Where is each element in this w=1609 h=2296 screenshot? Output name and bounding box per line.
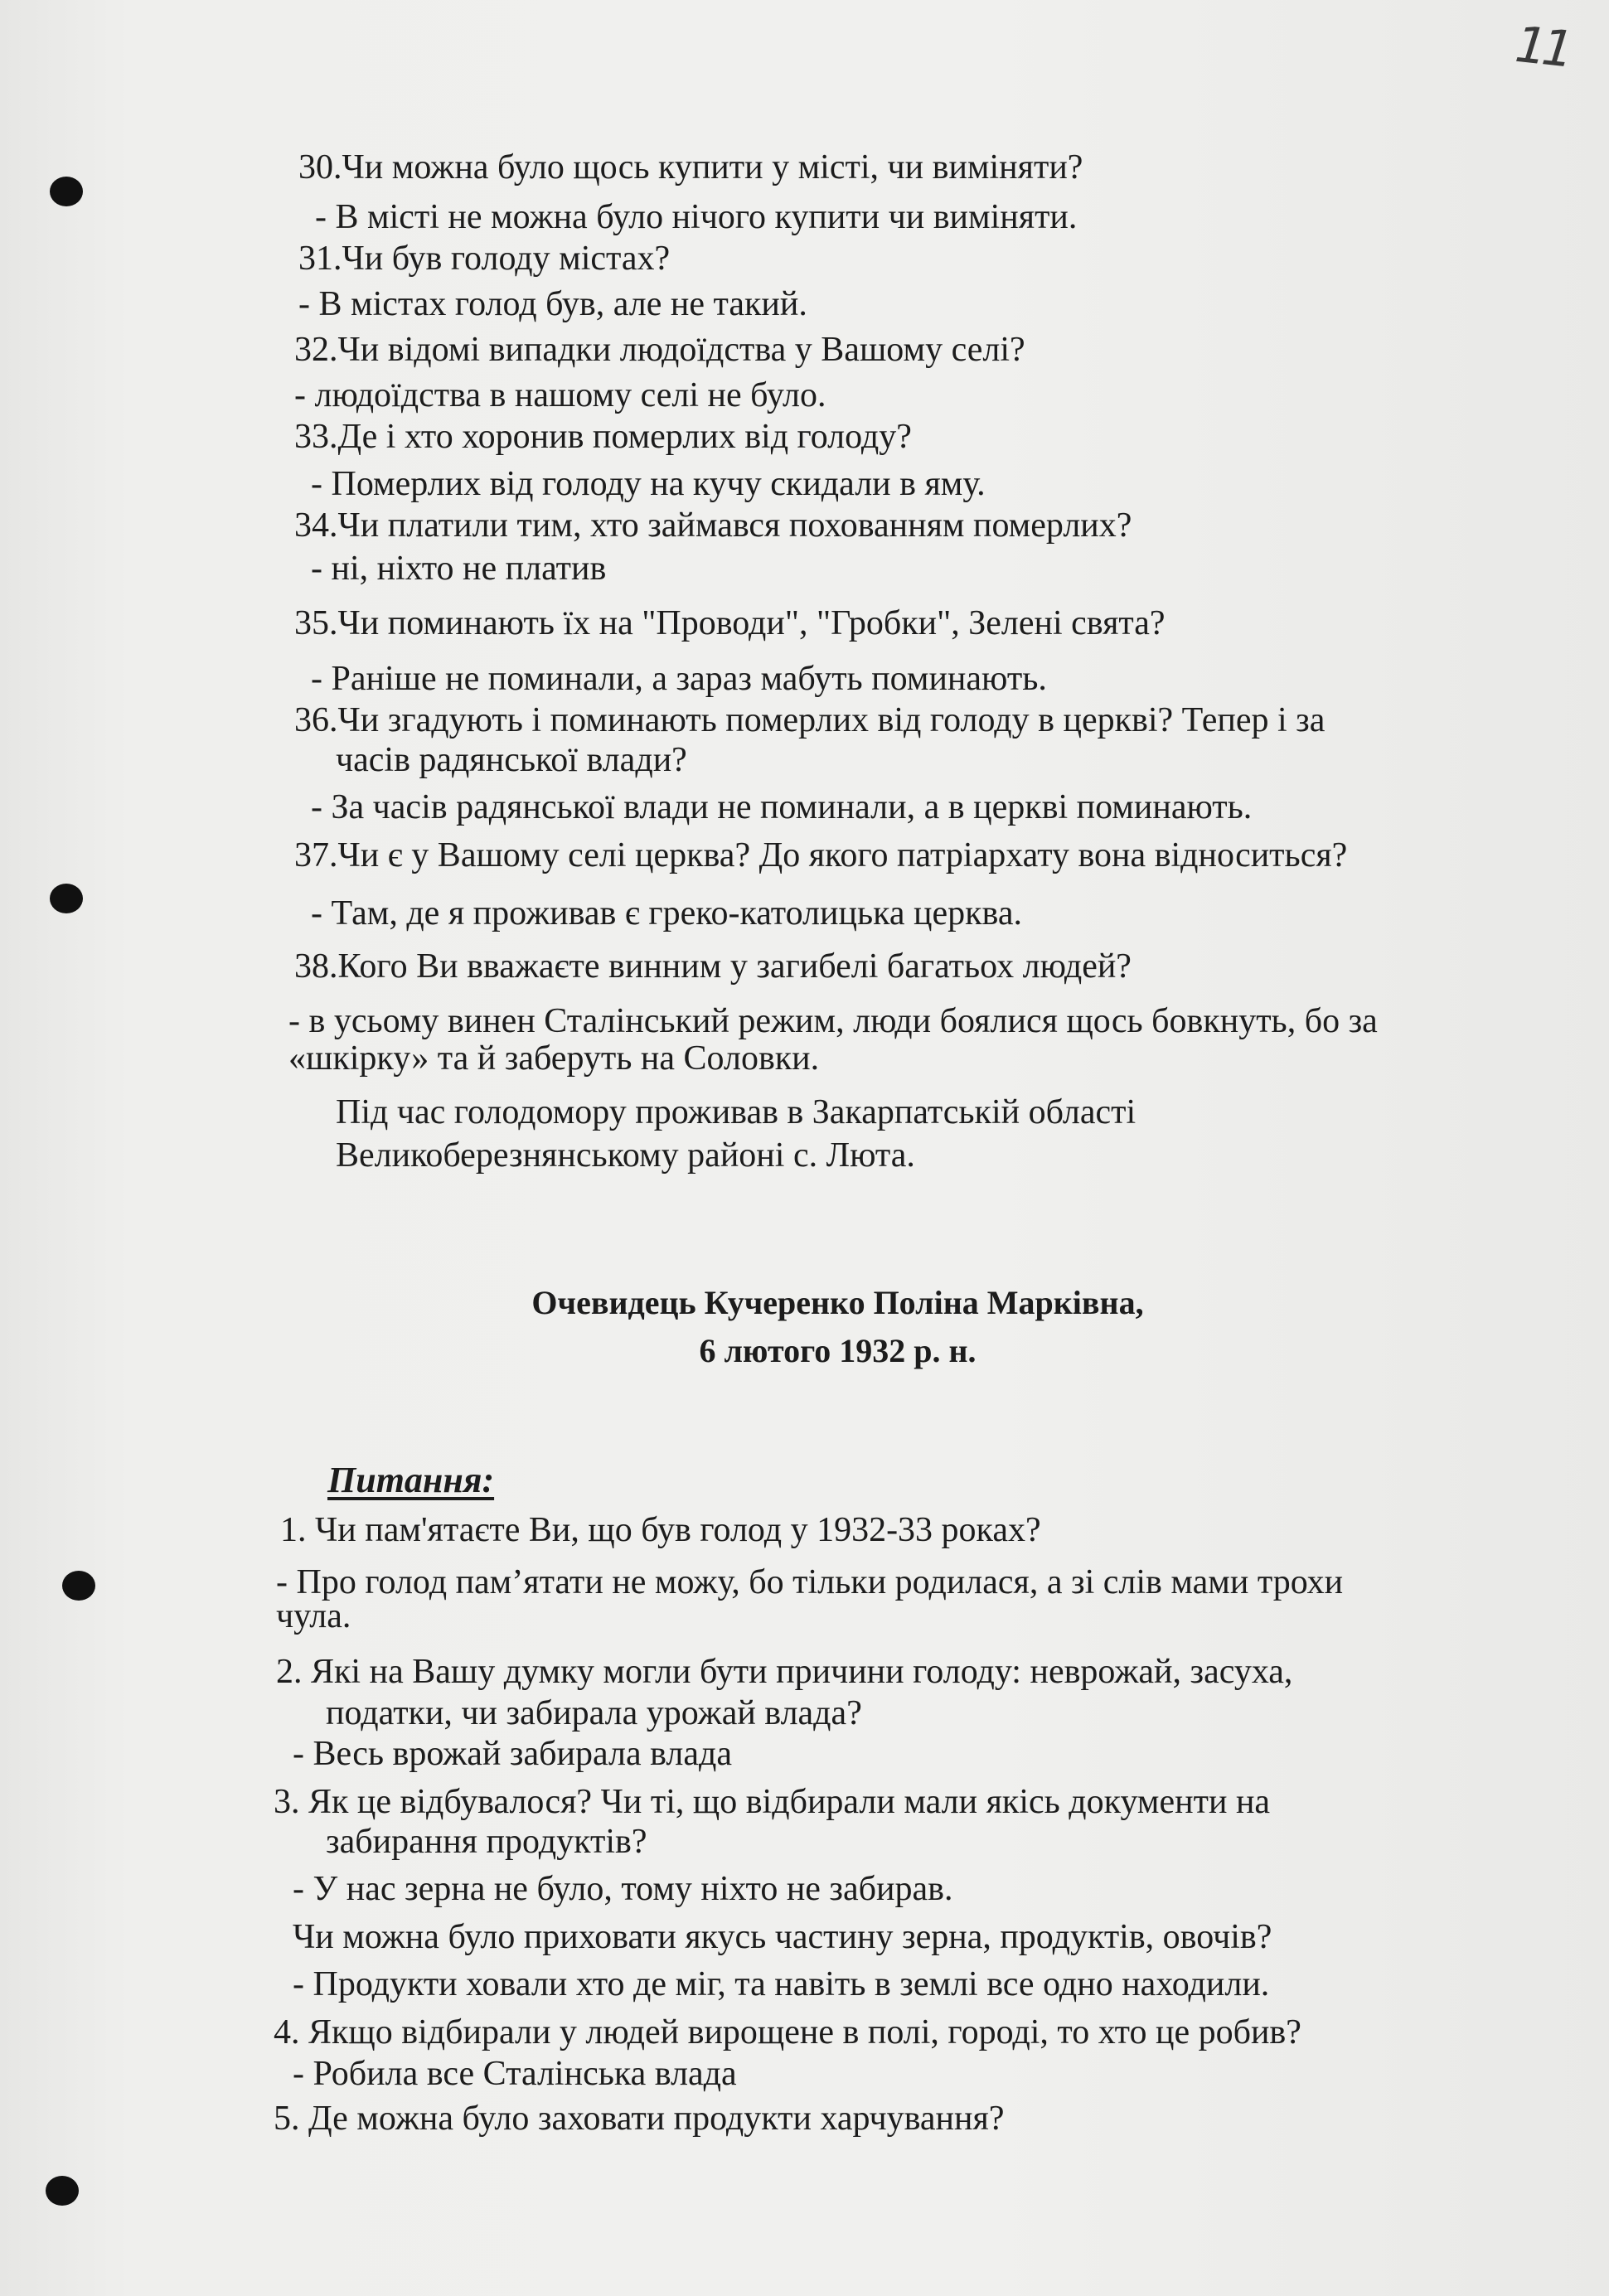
question-30: 30.Чи можна було щось купити у місті, чи виміняти? — [298, 148, 1083, 186]
answer-1: - Про голод пам’ятати не можу, бо тільки родилася, а зі слів мами трохи — [276, 1563, 1344, 1601]
page-number: 11 — [1512, 15, 1572, 80]
residence-note-cont: Великоберезнянському районі с. Люта. — [336, 1136, 915, 1175]
witness-birthdate: 6 лютого 1932 р. н. — [699, 1332, 977, 1369]
question-3-extra: Чи можна було приховати якусь частину зерна, продуктів, овочів? — [293, 1918, 1272, 1956]
answer-32: - людоїдства в нашому селі не було. — [294, 376, 826, 414]
question-31: 31.Чи був голоду містах? — [298, 240, 671, 278]
answer-30: - В місті не можна було нічого купити чи виміняти. — [315, 198, 1078, 236]
question-35: 35.Чи поминають їх на "Проводи", "Гробки", Зелені свята? — [294, 604, 1166, 642]
punch-hole — [50, 177, 83, 206]
answer-1-cont: чула. — [276, 1597, 351, 1635]
answer-35: - Раніше не поминали, а зараз мабуть поминають. — [311, 660, 1047, 698]
punch-hole — [50, 884, 83, 913]
answer-3: - У нас зерна не було, тому ніхто не забирав. — [293, 1870, 953, 1908]
question-2-cont: податки, чи забирала урожай влада? — [326, 1694, 862, 1732]
question-3: 3. Як це відбувалося? Чи ті, що відбирали мали якісь документи на — [274, 1783, 1271, 1821]
questions-title: Питання: — [327, 1460, 495, 1500]
question-32: 32.Чи відомі випадки людоїдства у Вашому селі? — [294, 331, 1025, 369]
question-1: 1. Чи пам'ятаєте Ви, що був голод у 1932-33 роках? — [280, 1511, 1041, 1549]
question-37: 37.Чи є у Вашому селі церква? До якого патріархату вона відноситься? — [294, 836, 1348, 874]
witness-name: Очевидець Кучеренко Поліна Марківна, — [531, 1284, 1144, 1321]
answer-2: - Весь врожай забирала влада — [293, 1735, 732, 1773]
answer-36: - За часів радянської влади не поминали, а в церкві поминають. — [311, 788, 1253, 826]
question-5: 5. Де можна було заховати продукти харчування? — [274, 2100, 1005, 2138]
answer-4: - Робила все Сталінська влада — [293, 2055, 737, 2093]
punch-hole — [62, 1571, 95, 1601]
question-33: 33.Де і хто хоронив померлих від голоду? — [294, 418, 912, 456]
answer-37: - Там, де я проживав є греко-католицька церква. — [311, 894, 1022, 932]
question-34: 34.Чи платили тим, хто займався похованням померлих? — [294, 506, 1132, 545]
answer-33: - Померлих від голоду на кучу скидали в яму. — [311, 465, 986, 503]
question-4: 4. Якщо відбирали у людей вирощене в полі, городі, то хто це робив? — [274, 2013, 1301, 2051]
question-3-cont: забирання продуктів? — [326, 1823, 647, 1861]
question-36-cont: часів радянської влади? — [336, 741, 687, 779]
question-2: 2. Які на Вашу думку могли бути причини голоду: неврожай, засуха, — [276, 1653, 1293, 1691]
answer-34: - ні, ніхто не платив — [311, 550, 607, 588]
answer-31: - В містах голод був, але не такий. — [298, 285, 807, 323]
residence-note: Під час голодомору проживав в Закарпатській області — [336, 1093, 1136, 1131]
answer-38-cont: «шкірку» та й заберуть на Соловки. — [288, 1039, 820, 1078]
answer-38: - в усьому винен Сталінський режим, люди боялися щось бовкнуть, бо за — [288, 1002, 1378, 1040]
question-38: 38.Кого Ви вважаєте винним у загибелі багатьох людей? — [294, 947, 1132, 986]
question-36: 36.Чи згадують і поминають померлих від голоду в церкві? Тепер і за — [294, 701, 1325, 739]
punch-hole — [46, 2176, 79, 2206]
answer-3-extra: - Продукти ховали хто де міг, та навіть в землі все одно находили. — [293, 1965, 1270, 2003]
